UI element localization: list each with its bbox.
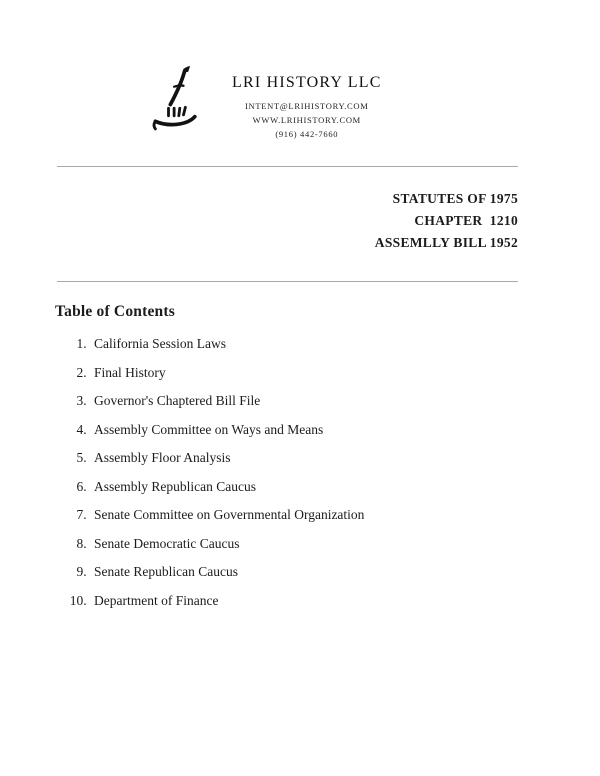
toc-item: 2. Final History [90, 365, 600, 381]
divider-top [57, 166, 518, 167]
toc-item: 8. Senate Democratic Caucus [90, 536, 600, 552]
letterhead-text [232, 62, 382, 141]
toc-item: 10. Department of Finance [90, 593, 600, 609]
letterhead [0, 0, 600, 141]
toc-item: 3. Governor's Chaptered Bill File [90, 393, 600, 409]
toc-list [0, 336, 600, 609]
company-website: WWW.LRIHISTORY.COM [252, 115, 361, 126]
toc-item: 9. Senate Republican Caucus [90, 564, 600, 580]
company-name: LRI HISTORY LLC [232, 74, 382, 91]
toc-item: 4. Assembly Committee on Ways and Means [90, 422, 600, 438]
company-phone: (916) 442-7660 [275, 129, 339, 140]
toc-item: 1. California Session Laws [90, 336, 600, 352]
toc-item: 5. Assembly Floor Analysis [90, 450, 600, 466]
toc-item: 6. Assembly Republican Caucus [90, 479, 600, 495]
divider-middle [57, 281, 518, 282]
chapter-line: CHAPTER 1210 [414, 213, 518, 229]
statutes-year-line: STATUTES OF 1975 [392, 191, 518, 207]
assembly-bill-line: ASSEMLLY BILL 1952 [374, 235, 518, 251]
toc-title: Table of Contents [55, 303, 175, 321]
company-logo-icon [146, 62, 206, 132]
statute-block [0, 188, 518, 254]
toc-item: 7. Senate Committee on Governmental Organization [90, 507, 600, 523]
company-email: INTENT@LRIHISTORY.COM [245, 101, 369, 111]
